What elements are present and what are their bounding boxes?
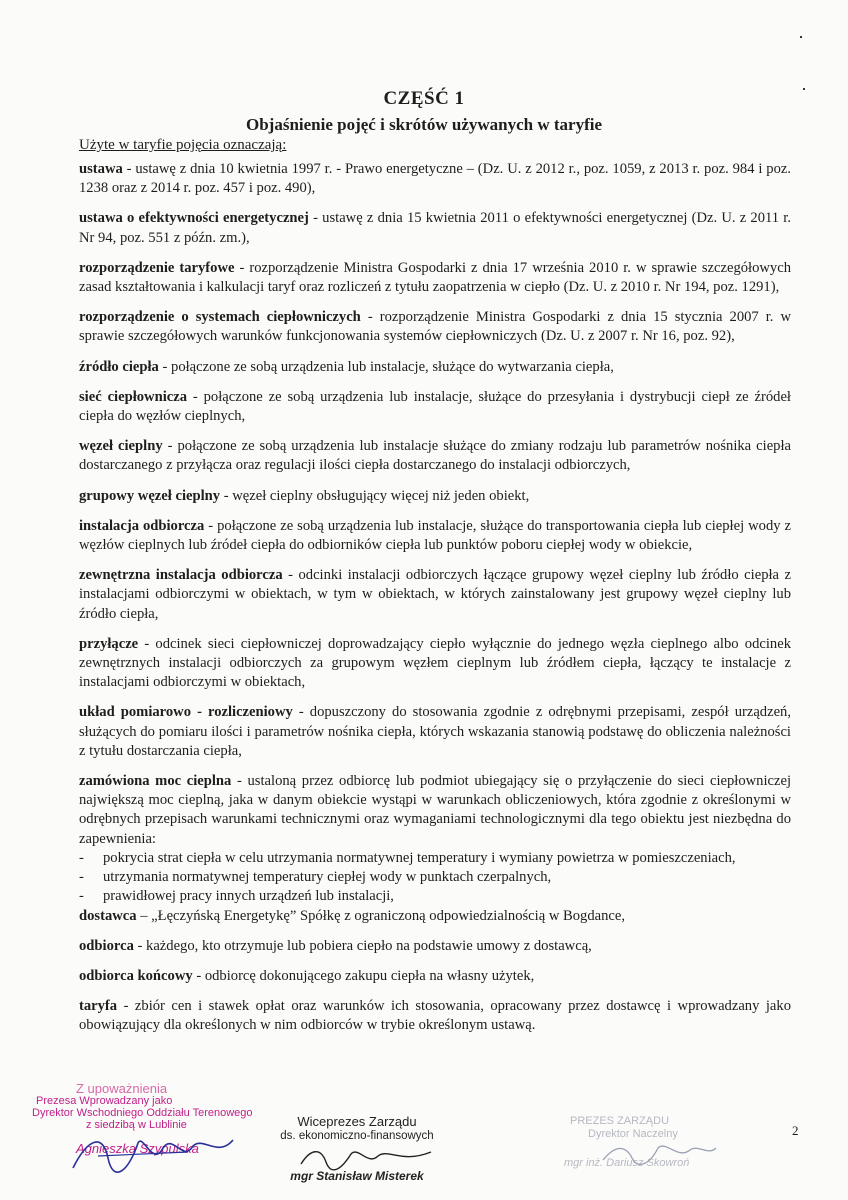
definition-text: - węzeł cieplny obsługujący więcej niż jeden obiekt, — [220, 487, 530, 504]
definition-rozporzadzenie-systemy — [79, 308, 791, 346]
definition-term: zamówiona moc cieplna — [79, 773, 232, 790]
definition-text: - ustaloną przez odbiorcę lub podmiot ubiegający się o przyłączenie do sieci ciepłowniczej największą moc cieplną, jaka w danym obiekcie wystąpi w warunkach obliczeniowych, która zgodnie z określonymi w odrębnych przepisach warunkami technicznymi oraz wymaganiami technologicznymi dla tego obiektu jest niezbędna do zapewnienia: — [79, 773, 791, 847]
definition-term: źródło ciepła — [79, 358, 159, 375]
definition-term: ustawa o efektywności energetycznej — [79, 210, 309, 227]
definition-text: - połączone ze sobą urządzenia lub instalacje, służące do przesyłania i dystrybucji ciepł ze źródeł ciepła do węzłów cieplnych, — [79, 388, 791, 425]
definition-term: przyłącze — [79, 635, 139, 652]
definition-ustawa — [79, 160, 791, 198]
handwritten-signature — [68, 1128, 238, 1178]
stamp-line: Dyrektor Wschodniego Oddziału Terenowego — [32, 1107, 253, 1119]
section-heading: Objaśnienie pojęć i skrótów używanych w taryfie — [245, 115, 603, 134]
definition-rozporzadzenie-taryfowe — [79, 259, 791, 297]
definition-text: - odcinek sieci ciepłowniczej doprowadzający ciepło wyłącznie do jednego węzła cieplnego albo odcinek zewnętrznych instalacji odbiorczych za grupowym węzłem cieplnym lub źródłem ciepła, łączący te instalacje z instalacjami odbiorczymi w obiektach, — [79, 635, 791, 691]
definition-text: - dopuszczony do stosowania zgodnie z odrębnymi przepisami, zespół urządzeń, służących do pomiaru ilości i parametrów nośnika ciepła, których wskazania stanowią podstawę do obliczenia należności z tytułu dostarczania ciepła, — [79, 704, 792, 759]
definition-text: - ustawę z dnia 15 kwietnia 2011 o efektywności energetycznej (Dz. U. z 2011 r. Nr 94, poz. 551 z późn. zm.), — [79, 210, 791, 246]
scan-speck — [800, 36, 802, 38]
definition-taryfa — [79, 997, 791, 1035]
definition-text: - odbiorcę dokonującego zakupu ciepła na własny użytek, — [192, 967, 535, 984]
definition-term: układ pomiarowo - rozliczeniowy — [79, 704, 293, 721]
definition-term: instalacja odbiorcza — [79, 517, 205, 534]
intro-text: Użyte w taryfie pojęcia oznaczają: — [79, 137, 287, 153]
page-number: 2 — [792, 1123, 799, 1138]
scan-speck — [803, 88, 805, 90]
definition-term: taryfa — [79, 998, 118, 1015]
part-title: CZĘŚĆ 1 — [383, 88, 465, 109]
definition-uklad-pomiarowy — [79, 703, 791, 761]
definition-przylacze — [79, 635, 791, 693]
definition-zrodlo-ciepla — [79, 358, 791, 377]
definition-term: sieć ciepłownicza — [79, 388, 188, 405]
stamp-title: Wiceprezes Zarządu — [297, 1114, 417, 1129]
definition-text: - zbiór cen i stawek opłat oraz warunków ich stosowania, opracowany przez dostawcę i wprowadzany jako obowiązujący dla określonych w nim odbiorców w trybie określonym ustawą. — [79, 998, 791, 1034]
stamp-line: Prezesa Wprowadzany jako — [36, 1095, 173, 1107]
definition-term: grupowy węzeł cieplny — [79, 487, 221, 504]
definition-wezel-cieplny — [79, 437, 791, 475]
handwritten-signature — [598, 1138, 718, 1168]
definition-term: rozporządzenie taryfowe — [79, 259, 235, 276]
stamp-department: ds. ekonomiczno-finansowych — [280, 1130, 434, 1142]
definition-term: odbiorca — [79, 937, 134, 954]
bullet-item: - pokrycia strat ciepła w celu utrzymania normatywnej temperatury i wymiany powietrza w pomieszczeniach, — [79, 849, 791, 868]
definition-term: odbiorca końcowy — [79, 967, 193, 984]
definition-instalacja-odbiorcza — [79, 517, 791, 555]
definition-term: ustawa — [79, 161, 123, 177]
definition-term: rozporządzenie o systemach ciepłowniczych — [79, 309, 361, 326]
definition-text: - każdego, kto otrzymuje lub pobiera ciepło na podstawie umowy z dostawcą, — [133, 937, 592, 954]
definition-text: – „Łęczyńską Energetykę” Spółkę z ograniczoną odpowiedzialnością w Bogdance, — [136, 907, 626, 924]
definition-odbiorca-koncowy — [79, 967, 791, 986]
bullet-item: - prawidłowej pracy innych urządzeń lub instalacji, — [79, 887, 791, 906]
definition-dostawca — [79, 907, 791, 926]
definition-grupowy-wezel — [79, 487, 791, 506]
stamp-title: PREZES ZARZĄDU — [570, 1115, 670, 1127]
bullet-item: - utrzymania normatywnej temperatury ciepłej wody w punktach czerpalnych, — [79, 868, 791, 887]
definition-text: - rozporządzenie Ministra Gospodarki z dnia 15 stycznia 2007 r. w sprawie szczegółowych warunków funkcjonowania systemów ciepłowniczych (Dz. U. z 2007 r. Nr 16, poz. 92), — [79, 309, 792, 345]
definition-siec-cieplownicza — [79, 388, 791, 426]
definition-ustawa-efektywnosc — [79, 209, 791, 247]
definition-zamowiona-moc — [79, 772, 791, 849]
definition-text: - połączone ze sobą urządzenia lub instalacje służące do zmiany rodzaju lub parametrów nośnika ciepła dostarczanego z przyłącza oraz regulacji ilości ciepła dostarczanego do instalacji odbiorczych, — [79, 438, 791, 474]
stamp-title: Dyrektor Naczelny — [588, 1128, 678, 1140]
bullet-list — [79, 849, 791, 907]
stamp-line: z siedzibą w Lublinie — [86, 1119, 187, 1131]
stamp-name: Agnieszka Szypulska — [76, 1141, 199, 1156]
definition-zewnetrzna-instalacja — [79, 566, 791, 624]
definition-text: - ustawę z dnia 10 kwietnia 1997 r. - Prawo energetyczne – (Dz. U. z 2012 r., poz. 1059, z 2013 r. poz. 984 i poz. 1238 oraz z 2014 r. poz. 457 i poz. 490), — [79, 161, 791, 197]
handwritten-signature — [296, 1144, 436, 1172]
definition-term: dostawca — [79, 907, 137, 924]
definitions-list — [79, 160, 791, 1047]
definition-text: - odcinki instalacji odbiorczych łączące grupowy węzeł cieplny lub źródło ciepła z instalacjami odbiorczymi w obiektach, w tym w obiektach, w których zainstalowany jest grupowy węzeł cieplny lub źródło ciepła, — [79, 567, 791, 622]
definition-term: zewnętrzna instalacja odbiorcza — [79, 567, 283, 584]
definition-text: - rozporządzenie Ministra Gospodarki z dnia 17 września 2010 r. w sprawie szczegółowych zasad kształtowania i kalkulacji taryf oraz rozliczeń z tytułu zaopatrzenia w ciepło (Dz. U. z 2010 r. Nr 194, poz. 1291), — [79, 259, 792, 296]
definition-text: - połączone ze sobą urządzenia lub instalacje, służące do transportowania ciepła lub ciepłej wody z węzłów cieplnych lub źródeł ciepła do odbiorników ciepła lub punktów poboru ciepłej wody w obiekcie, — [79, 517, 791, 554]
definition-odbiorca — [79, 937, 791, 956]
definition-term: węzeł cieplny — [79, 438, 163, 455]
stamp-name: mgr inż. Dariusz Skowroń — [564, 1157, 690, 1169]
definition-text: - połączone ze sobą urządzenia lub instalacje, służące do wytwarzania ciepła, — [158, 358, 614, 375]
stamp-name: mgr Stanisław Misterek — [290, 1169, 424, 1183]
stamp-line: Z upoważnienia — [76, 1081, 168, 1096]
